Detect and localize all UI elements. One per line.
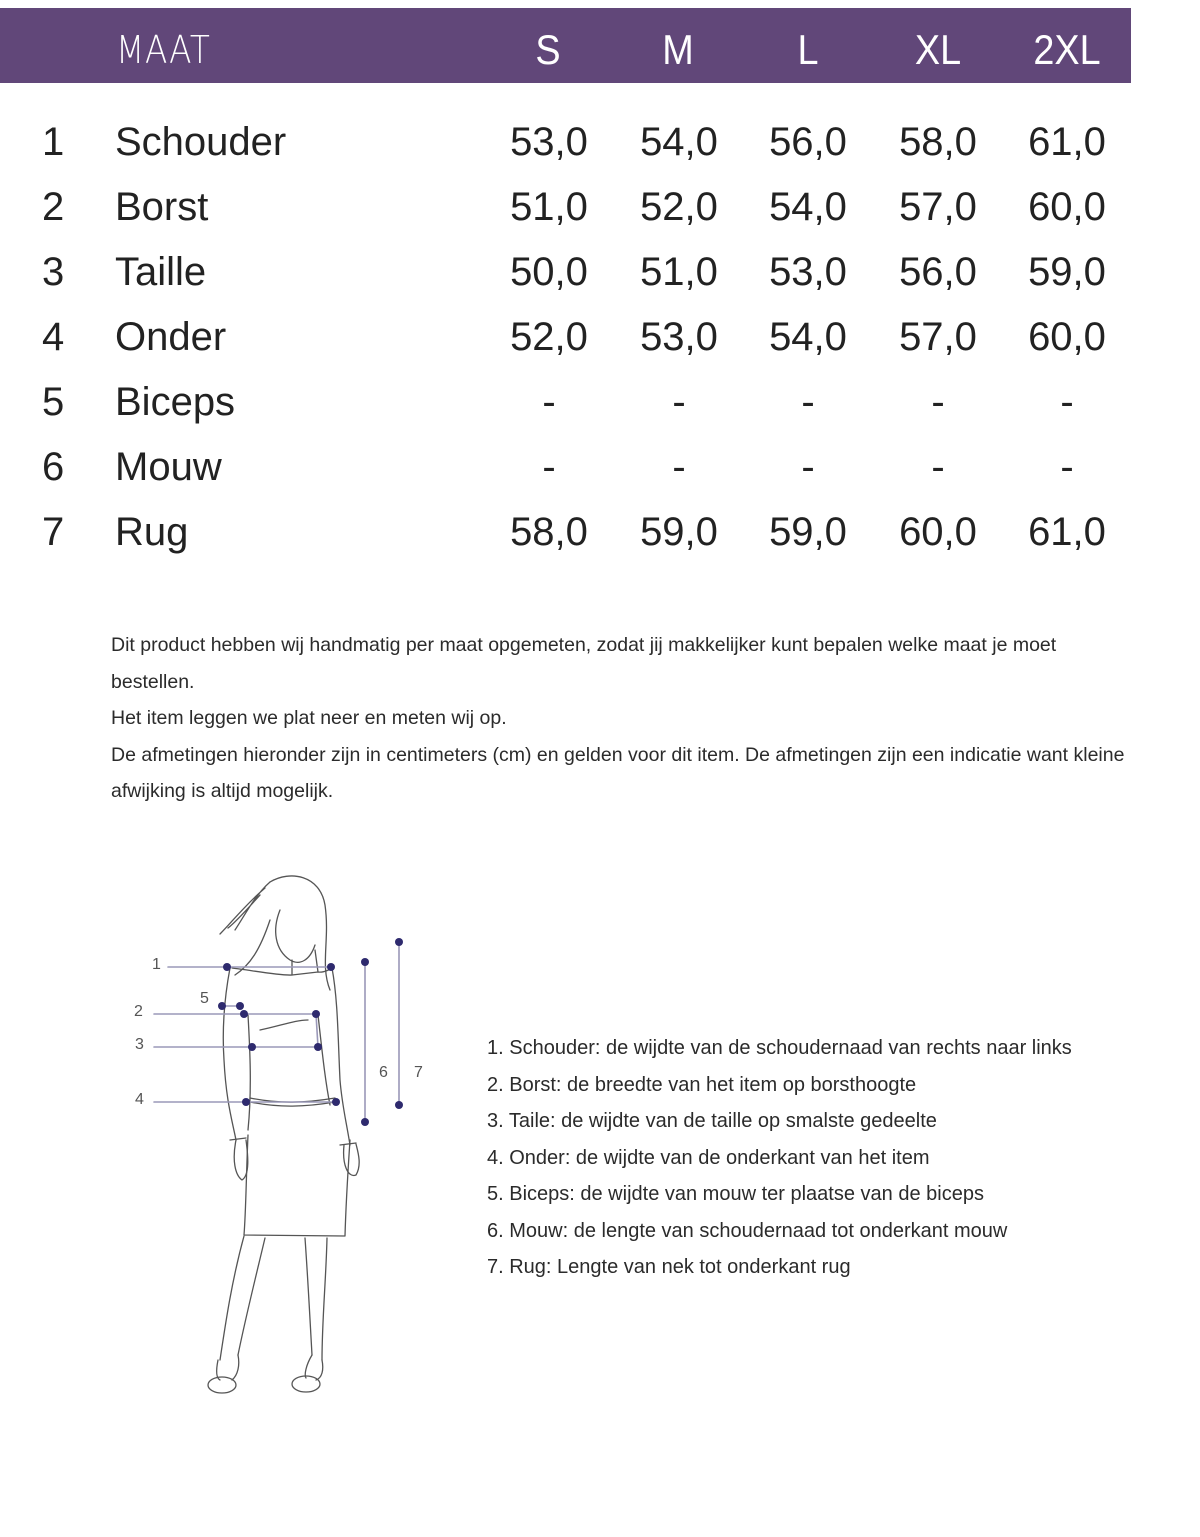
cell-2xl: 60,0	[1028, 315, 1106, 359]
legend-item: 7. Rug: Lengte van nek tot onderkant rug	[487, 1256, 851, 1278]
table-row	[0, 380, 1131, 440]
legend-item: 5. Biceps: de wijdte van mouw ter plaatse van de biceps	[487, 1183, 984, 1205]
cell-s: -	[542, 380, 556, 424]
figure-label-2: 2	[134, 1003, 143, 1020]
row-label: Taille	[115, 250, 207, 294]
table-row	[0, 510, 1131, 570]
cell-s: 52,0	[510, 315, 588, 359]
figure-label-1: 1	[152, 956, 161, 973]
cell-m: 54,0	[640, 120, 718, 164]
cell-s: 51,0	[510, 185, 588, 229]
cell-xl: 60,0	[899, 510, 977, 554]
figure-label-3: 3	[135, 1036, 144, 1053]
figure-label-7: 7	[414, 1064, 423, 1081]
table-row	[0, 250, 1131, 310]
cell-l: 53,0	[769, 250, 847, 294]
row-number: 1	[42, 120, 65, 164]
cell-2xl: 61,0	[1028, 510, 1106, 554]
legend-item: 1. Schouder: de wijdte van de schoudernaad van rechts naar links	[487, 1037, 1072, 1059]
measurement-figure	[120, 860, 440, 1400]
measurement-intro	[111, 627, 1131, 810]
row-number: 7	[42, 510, 65, 554]
table-row	[0, 315, 1131, 375]
intro-line: De afmetingen hieronder zijn in centimeters (cm) en gelden voor dit item. De afmetingen zijn een indicatie want kleine afwijking is altijd mogelijk.	[111, 743, 1125, 802]
cell-xl: -	[931, 445, 945, 489]
legend-item: 2. Borst: de breedte van het item op borsthoogte	[487, 1073, 917, 1096]
cell-m: -	[672, 445, 686, 489]
cell-l: 56,0	[769, 120, 847, 164]
cell-2xl: 60,0	[1028, 185, 1106, 229]
table-row	[0, 120, 1131, 180]
cell-s: 50,0	[510, 250, 588, 294]
figure-label-6: 6	[379, 1064, 388, 1081]
row-label: Borst	[115, 185, 209, 229]
cell-l: -	[801, 380, 815, 424]
cell-m: 52,0	[640, 185, 718, 229]
row-label: Biceps	[115, 380, 236, 424]
row-label: Schouder	[115, 120, 287, 164]
legend-item: 4. Onder: de wijdte van de onderkant van het item	[487, 1146, 930, 1169]
cell-s: 58,0	[510, 510, 588, 554]
legend-item: 6. Mouw: de lengte van schoudernaad tot onderkant mouw	[487, 1219, 1008, 1242]
cell-2xl: 61,0	[1028, 120, 1106, 164]
row-label: Mouw	[115, 445, 222, 489]
table-row	[0, 445, 1131, 505]
size-xl-header: XL	[914, 26, 962, 73]
cell-l: -	[801, 445, 815, 489]
cell-s: 53,0	[510, 120, 588, 164]
woman-figure-illustration	[120, 860, 440, 1400]
row-number: 5	[42, 380, 65, 424]
cell-l: 54,0	[769, 315, 847, 359]
row-number: 3	[42, 250, 65, 294]
row-number: 2	[42, 185, 65, 229]
cell-m: 53,0	[640, 315, 718, 359]
cell-s: -	[542, 445, 556, 489]
cell-m: -	[672, 380, 686, 424]
table-row	[0, 185, 1131, 245]
row-number: 4	[42, 315, 65, 359]
cell-2xl: 59,0	[1028, 250, 1106, 294]
cell-xl: 58,0	[899, 120, 977, 164]
size-header-bar	[0, 8, 1131, 83]
figure-label-4: 4	[135, 1091, 144, 1108]
row-label: Onder	[115, 315, 227, 359]
maat-label: MAAT	[116, 28, 211, 72]
cell-xl: 57,0	[899, 185, 977, 229]
cell-m: 59,0	[640, 510, 718, 554]
cell-m: 51,0	[640, 250, 718, 294]
cell-xl: 57,0	[899, 315, 977, 359]
cell-xl: 56,0	[899, 250, 977, 294]
measurement-legend	[487, 1030, 1147, 1286]
size-l-header: L	[797, 26, 819, 73]
cell-2xl: -	[1060, 380, 1074, 424]
cell-2xl: -	[1060, 445, 1074, 489]
cell-l: 54,0	[769, 185, 847, 229]
legend-item: 3. Taile: de wijdte van de taille op smalste gedeelte	[487, 1110, 937, 1132]
size-2xl-header: 2XL	[1033, 26, 1101, 73]
size-s-header: S	[535, 26, 561, 73]
figure-label-5: 5	[200, 990, 209, 1007]
intro-line: Het item leggen we plat neer en meten wij op.	[111, 707, 507, 729]
row-label: Rug	[115, 510, 189, 554]
size-m-header: M	[662, 26, 694, 73]
intro-line: Dit product hebben wij handmatig per maat opgemeten, zodat jij makkelijker kunt bepalen welke maat je moet bestellen.	[111, 634, 1057, 693]
cell-l: 59,0	[769, 510, 847, 554]
cell-xl: -	[931, 380, 945, 424]
row-number: 6	[42, 445, 65, 489]
